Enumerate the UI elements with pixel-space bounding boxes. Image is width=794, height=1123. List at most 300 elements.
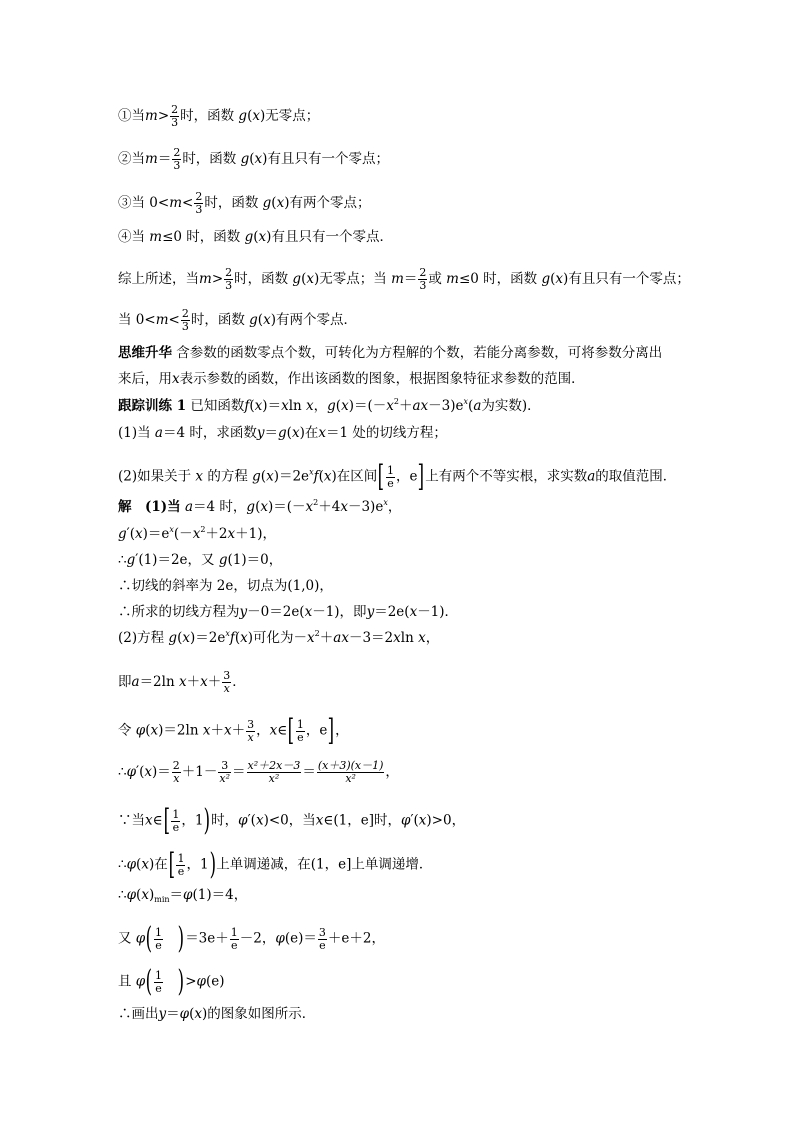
frac-den: e <box>387 476 394 490</box>
insight-line-2 <box>118 371 585 387</box>
var-x: x <box>202 722 211 739</box>
var-y: y <box>239 604 248 620</box>
text: )＝(－ <box>348 398 387 414</box>
text: －3)e <box>428 398 464 414</box>
var-m: m <box>169 195 183 211</box>
text: 上单调递减，在(1，e]上单调递增． <box>216 856 433 873</box>
text: ， <box>395 468 410 485</box>
var-x: x <box>318 425 326 441</box>
text: ( <box>260 468 267 485</box>
frac-den: 3 <box>419 279 427 292</box>
text: ④当 <box>118 229 145 245</box>
text: )的图象如图所示． <box>202 1006 316 1022</box>
var-x: x <box>276 195 285 211</box>
var-phi: φ <box>179 1006 190 1022</box>
text: ， <box>305 722 320 739</box>
frac-num: 2 <box>173 146 181 159</box>
text: 已知函数 <box>190 398 245 414</box>
var-x: x <box>306 398 314 414</box>
fraction <box>172 760 181 785</box>
var-phi: φ <box>196 973 206 990</box>
var-a: a <box>131 674 140 690</box>
text: 且 <box>118 973 132 990</box>
text: ∴ <box>118 887 127 903</box>
text: ＋e＋2， <box>327 930 385 947</box>
text: > <box>157 108 170 124</box>
frac-den: e <box>155 938 162 952</box>
var-g: g <box>252 468 261 485</box>
text: ( <box>301 271 307 287</box>
fraction <box>318 927 327 952</box>
text: ( <box>189 1006 195 1022</box>
superscript: 2 <box>314 629 320 638</box>
var-phi: φ <box>183 887 193 903</box>
solution-line-2 <box>118 526 276 542</box>
text: ′( <box>247 812 256 829</box>
text: ＋ <box>210 722 224 739</box>
var-x: x <box>315 812 324 829</box>
var-m: m <box>145 108 158 124</box>
text: )可化为－ <box>247 630 308 646</box>
var-f: f <box>229 630 235 646</box>
text: ∴ <box>118 856 127 873</box>
frac-num: 3 <box>318 925 326 939</box>
var-x: x <box>409 604 418 620</box>
text: ＝ <box>403 271 418 287</box>
text: )＝ <box>262 398 282 414</box>
text: )有且只有一个零点； <box>262 151 389 167</box>
text: ( <box>247 108 253 124</box>
text: 为实数)． <box>481 398 541 414</box>
var-x: x <box>418 812 427 829</box>
var-phi: φ <box>275 930 285 947</box>
bracket: ] <box>418 459 425 494</box>
var-y: y <box>366 604 375 620</box>
training-label: 跟踪训练 1 <box>118 398 187 414</box>
fraction <box>247 760 302 785</box>
var-phi: φ <box>135 930 146 947</box>
solution-line-3 <box>118 552 282 568</box>
text: ， <box>335 722 349 739</box>
text: ( <box>468 398 474 414</box>
frac-den: 3 <box>171 116 179 129</box>
var-x: x <box>555 271 564 287</box>
var-x: x <box>291 425 300 441</box>
text: 含参数的函数零点个数，可转化为方程解的个数，若能分离参数，可将参数分离出 <box>176 345 663 361</box>
text: ( <box>318 468 324 485</box>
var-g: g <box>327 398 336 414</box>
var-x: x <box>144 764 153 780</box>
text: ln <box>288 398 302 414</box>
frac-den: x² <box>219 772 231 785</box>
text: ，1 <box>181 812 204 829</box>
var-x: x <box>141 856 149 873</box>
text: ＝1 处的切线方程； <box>325 425 447 441</box>
text: ＝ <box>264 425 279 441</box>
solution-line-14 <box>118 964 225 999</box>
fraction <box>246 719 255 744</box>
solution-line-5 <box>118 604 458 620</box>
solution-line-12 <box>118 887 247 903</box>
text: ， <box>313 398 328 414</box>
frac-num: 3 <box>223 669 231 682</box>
text: ∴画出 <box>118 1006 159 1022</box>
var-phi: φ <box>126 764 137 780</box>
text: ＝2ln <box>139 674 175 690</box>
frac-den: x <box>223 682 230 695</box>
var-a: a <box>587 468 596 485</box>
var-x: x <box>340 499 348 515</box>
superscript: x <box>383 498 388 507</box>
text: ＝2e( <box>374 604 410 620</box>
fraction <box>224 267 233 292</box>
var-g: g <box>240 151 250 167</box>
text: 的取值范围． <box>595 468 677 485</box>
text: ＋ <box>186 674 201 690</box>
frac-den: e <box>172 820 180 834</box>
var-x: x <box>178 674 187 690</box>
frac-num: 1 <box>172 807 180 821</box>
text: 时， <box>211 812 239 829</box>
frac-num: (x＋3)(x－1) <box>317 759 384 772</box>
fraction <box>296 719 305 744</box>
summary-line-1 <box>118 267 690 292</box>
var-x: x <box>304 604 313 620</box>
text: 时，函数 <box>182 151 237 167</box>
var-x: x <box>227 526 236 542</box>
text: ∵当 <box>118 812 145 829</box>
frac-num: 1 <box>386 463 394 477</box>
frac-den: e <box>177 864 185 878</box>
var-x: x <box>194 1006 202 1022</box>
text: ＝3e＋ <box>185 930 229 947</box>
var-g: g <box>246 499 256 515</box>
text: ( <box>177 630 183 646</box>
text: ， <box>385 764 399 780</box>
bracket: ) <box>178 921 185 956</box>
var-x: x <box>260 499 268 515</box>
frac-num: 2 <box>171 103 179 116</box>
fraction <box>154 970 163 995</box>
solution-line-11 <box>118 847 433 882</box>
text: ∈ <box>152 812 163 829</box>
var-g: g <box>292 271 302 287</box>
text: ＋1－ <box>181 764 218 780</box>
text: )有两个零点． <box>270 312 357 328</box>
solution-line-4 <box>118 578 333 594</box>
text: (－ <box>173 526 193 542</box>
fraction <box>418 267 427 292</box>
text: ′( <box>136 764 145 780</box>
text: ， <box>256 722 270 739</box>
text: ( <box>335 398 342 414</box>
summary-line-2 <box>118 308 357 333</box>
text: 上有两个不等实根，求实数 <box>425 468 588 485</box>
var-phi: φ <box>126 887 137 903</box>
text: 表示参数的函数，作出该函数的图象，根据图象特征求参数的范围． <box>179 371 585 387</box>
case-2-line <box>118 147 389 172</box>
frac-num: 3 <box>218 760 231 773</box>
text: )有且只有一个零点． <box>266 229 393 245</box>
var-a: a <box>154 425 163 441</box>
solution-line-7 <box>118 670 246 695</box>
solution-line-13 <box>118 921 385 956</box>
text: 或 <box>428 271 442 287</box>
frac-den: x <box>173 772 180 785</box>
var-x: x <box>307 630 315 646</box>
fraction <box>230 927 239 952</box>
text: )＝2e <box>273 468 310 485</box>
var-a: a <box>473 398 482 414</box>
frac-den: x² <box>345 772 356 785</box>
fraction <box>170 104 179 129</box>
text: ， <box>425 630 440 646</box>
var-m: m <box>391 271 404 287</box>
training-q1 <box>118 425 447 441</box>
text: ∈ <box>277 722 288 739</box>
text: < <box>182 195 194 211</box>
text: 时，函数 <box>234 271 289 287</box>
text: ＋4 <box>318 499 341 515</box>
text: 时，函数 <box>190 312 245 328</box>
bracket: ( <box>145 921 153 956</box>
frac-den: e <box>155 981 162 995</box>
frac-num: 1 <box>154 925 162 939</box>
solution-line-9 <box>118 760 399 785</box>
var-x: x <box>192 526 201 542</box>
text: ( <box>257 312 264 328</box>
insight-line-1 <box>118 345 662 361</box>
var-x: x <box>223 722 232 739</box>
text: ( <box>136 856 142 873</box>
text: )有两个零点； <box>284 195 371 211</box>
var-f: f <box>313 468 319 485</box>
fraction <box>218 760 231 785</box>
frac-num: 2 <box>172 759 180 772</box>
text: (1)＝4， <box>192 887 248 903</box>
var-x: x <box>254 398 263 414</box>
text: ln <box>400 630 414 646</box>
bracket: [ <box>163 803 170 838</box>
var-f: f <box>244 398 250 414</box>
text: ＋ <box>398 398 413 414</box>
var-m: m <box>155 312 169 328</box>
text: 综上所述，当 <box>118 271 199 287</box>
text: ( <box>249 398 255 414</box>
text: ( <box>286 425 292 441</box>
var-y: y <box>158 1006 167 1022</box>
superscript: 2 <box>200 525 206 534</box>
solution-line-1 <box>118 499 401 515</box>
frac-num: 2 <box>181 307 189 320</box>
text: e <box>319 722 328 739</box>
text: ＝4 时，求函数 <box>162 425 257 441</box>
var-a: a <box>184 499 194 515</box>
solution-line-8 <box>118 713 349 748</box>
text: e <box>409 468 418 485</box>
text: > <box>211 271 224 287</box>
var-phi: φ <box>135 973 146 990</box>
text: ≤0 时，函数 <box>458 271 538 287</box>
text: ③当 0< <box>118 195 170 211</box>
subscript: min <box>154 895 170 904</box>
var-y: y <box>256 425 265 441</box>
var-g: g <box>118 526 127 542</box>
text: (e) <box>205 973 225 990</box>
var-g: g <box>168 630 178 646</box>
text: －3)e <box>347 499 384 515</box>
text: －1)． <box>417 604 459 620</box>
var-x: x <box>266 468 274 485</box>
fraction <box>222 670 231 695</box>
frac-num: 1 <box>230 925 238 939</box>
solution-line-10 <box>118 803 466 838</box>
superscript: x <box>225 629 230 638</box>
text: ( <box>253 229 259 245</box>
frac-den: e <box>231 938 238 952</box>
fraction <box>172 147 181 172</box>
bracket: ) <box>178 964 185 999</box>
case-4-line <box>118 229 393 245</box>
text: ( <box>249 151 255 167</box>
var-g: g <box>278 425 287 441</box>
text: (2)方程 <box>118 630 165 646</box>
var-g: g <box>244 229 254 245</box>
var-x: x <box>255 812 264 829</box>
var-x: x <box>172 371 180 387</box>
text: ( <box>271 195 277 211</box>
text: )在区间 <box>331 468 378 485</box>
fraction <box>317 760 385 785</box>
text: ∴ <box>118 552 127 568</box>
var-x: x <box>269 722 278 739</box>
text: －3＝2 <box>348 630 394 646</box>
var-g: g <box>126 552 136 568</box>
bracket: ] <box>328 713 335 748</box>
superscript: x <box>309 467 314 477</box>
bracket: [ <box>287 713 295 748</box>
var-x: x <box>135 526 143 542</box>
var-phi: φ <box>126 856 137 873</box>
var-x: x <box>323 468 332 485</box>
var-x: x <box>305 499 314 515</box>
frac-num: 2 <box>195 190 203 203</box>
var-x: x <box>258 229 267 245</box>
text: ＝ <box>166 1006 180 1022</box>
frac-num: 2 <box>419 266 427 279</box>
frac-den: 3 <box>173 159 181 172</box>
var-x: x <box>145 812 153 829</box>
frac-den: 3 <box>181 320 189 333</box>
text: ( <box>145 722 151 739</box>
frac-den: 3 <box>225 279 233 292</box>
text: ＋ <box>207 674 222 690</box>
frac-den: e <box>297 730 304 744</box>
superscript: x <box>463 397 469 406</box>
text: ＝ <box>302 764 316 780</box>
fraction <box>176 853 185 878</box>
text: ＋1)， <box>235 526 276 542</box>
text: ∴切线的斜率为 2e，切点为(1,0)， <box>118 578 333 594</box>
text: 解 (1)当 <box>118 499 181 515</box>
text: 的方程 <box>207 468 248 485</box>
text: －2， <box>239 930 276 947</box>
text: －0＝2e( <box>247 604 305 620</box>
text: ∴ <box>118 764 127 780</box>
text: )＝(－ <box>267 499 306 515</box>
text: )在 <box>148 856 168 873</box>
fraction <box>386 465 395 490</box>
var-g: g <box>262 195 272 211</box>
var-g: g <box>249 312 258 328</box>
frac-den: x <box>247 730 254 744</box>
fraction <box>194 191 203 216</box>
text: 时，函数 <box>180 108 235 124</box>
text: 即 <box>118 674 132 690</box>
fraction <box>154 927 163 952</box>
text: )<0，当 <box>263 812 316 829</box>
text: ( <box>255 499 261 515</box>
text: 来后，用 <box>118 371 172 387</box>
case-3-line <box>118 191 370 216</box>
bracket: ( <box>145 964 153 999</box>
text: (1)＝0， <box>227 552 283 568</box>
text: 令 <box>118 722 132 739</box>
text: ①当 <box>118 108 145 124</box>
text: ， <box>387 499 402 515</box>
var-x: x <box>418 630 426 646</box>
var-g: g <box>541 271 551 287</box>
var-x: x <box>263 312 271 328</box>
solution-line-15 <box>118 1006 315 1022</box>
bracket: ) <box>204 803 211 838</box>
var-x: x <box>341 398 349 414</box>
text: ＝ <box>157 151 172 167</box>
case-1-line <box>118 104 319 129</box>
text: )＝2e <box>189 630 226 646</box>
var-m: m <box>446 271 459 287</box>
text: )有且只有一个零点； <box>563 271 690 287</box>
text: ∴所求的切线方程为 <box>118 604 240 620</box>
text: (1)当 <box>118 425 151 441</box>
text: ，1 <box>186 856 209 873</box>
text: ≤0 时，函数 <box>162 229 241 245</box>
text: 当 0< <box>118 312 156 328</box>
text: )＝e <box>142 526 170 542</box>
var-m: m <box>149 229 163 245</box>
text: )无零点；当 <box>313 271 387 287</box>
training-q2 <box>118 459 677 494</box>
frac-num: 3 <box>247 717 255 731</box>
fraction <box>171 809 180 834</box>
var-x: x <box>393 630 401 646</box>
var-x: x <box>306 271 314 287</box>
frac-den: e <box>319 938 326 952</box>
text: )＝2ln <box>158 722 199 739</box>
insight-label: 思维升华 <box>118 345 172 361</box>
frac-num: x²＋2x－3 <box>247 759 301 772</box>
var-g: g <box>218 552 228 568</box>
text: ( <box>550 271 556 287</box>
text: < <box>168 312 180 328</box>
text: ②当 <box>118 151 145 167</box>
bracket: [ <box>377 459 385 494</box>
var-x: x <box>240 630 248 646</box>
frac-num: 1 <box>177 851 185 865</box>
fraction <box>181 308 190 333</box>
var-x: x <box>252 108 260 124</box>
frac-num: 2 <box>225 266 233 279</box>
